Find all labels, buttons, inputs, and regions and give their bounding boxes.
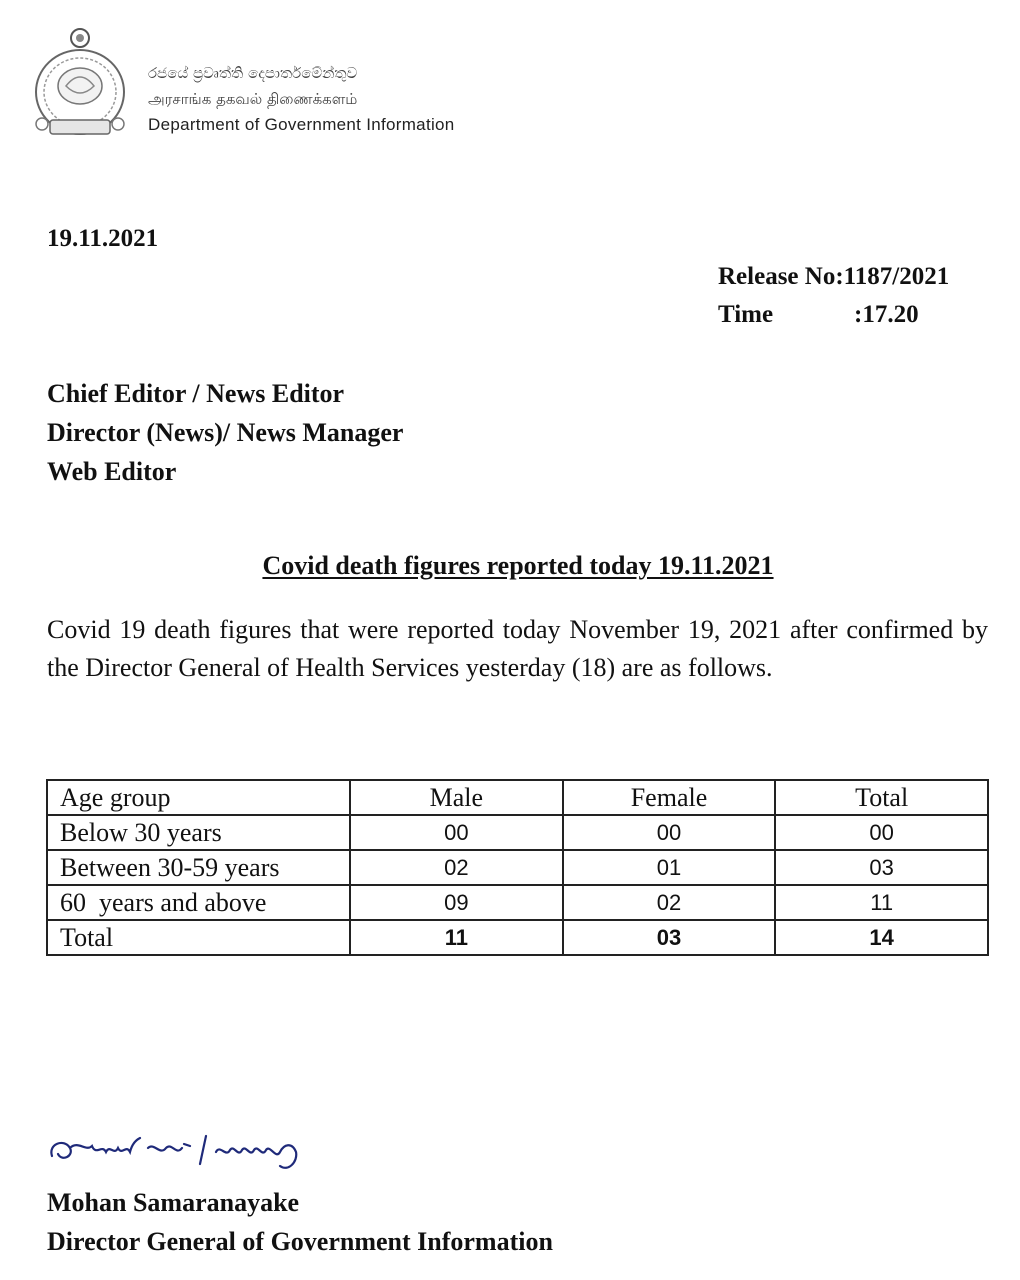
- recipients-list: [47, 377, 403, 494]
- heading-text: Covid death figures reported today 19.11.2021: [262, 551, 774, 580]
- release-info: [718, 262, 949, 338]
- table-cell: 03: [775, 850, 988, 885]
- government-emblem-icon: [30, 24, 130, 146]
- time-label: Time: [718, 301, 774, 328]
- signatory-name: Mohan Samaranayake: [47, 1188, 300, 1217]
- table-cell: 00: [775, 815, 988, 850]
- handwritten-signature: [44, 1122, 334, 1178]
- table-cell: 01: [563, 850, 776, 885]
- header-cell: Male: [350, 780, 563, 815]
- table-cell: 00: [563, 815, 776, 850]
- department-name-english: Department of Government Information: [148, 115, 455, 134]
- recipient-line: Director (News)/ News Manager: [47, 418, 404, 447]
- table-cell: 14: [775, 920, 988, 955]
- signatory-block: [47, 1186, 553, 1264]
- table-cell: 60 years and above: [47, 885, 350, 920]
- department-name-sinhala: රජයේ ප්‍රවෘත්ති දෙපාර්තමේන්තුව: [148, 64, 358, 82]
- table-cell: Total: [47, 920, 350, 955]
- header-cell: Total: [775, 780, 988, 815]
- table-cell: 11: [775, 885, 988, 920]
- table-row: [47, 850, 988, 885]
- table-row: [47, 815, 988, 850]
- table-cell: 02: [350, 850, 563, 885]
- release-time: [718, 300, 949, 338]
- table-header-row: [47, 780, 988, 815]
- signatory-title: Director General of Government Information: [47, 1227, 553, 1256]
- death-figures-table: [46, 779, 989, 956]
- table-cell: 09: [350, 885, 563, 920]
- header-cell: Female: [563, 780, 776, 815]
- recipient-line: Web Editor: [47, 457, 177, 486]
- table-cell: Below 30 years: [47, 815, 350, 850]
- letterhead: [30, 24, 550, 148]
- table-cell: 02: [563, 885, 776, 920]
- table-cell: 11: [350, 920, 563, 955]
- table-row: [47, 885, 988, 920]
- body-paragraph: Covid 19 death figures that were reported today November 19, 2021 after confirmed by the Director General of Health Services yesterday (18) are as follows.: [47, 615, 988, 682]
- table-total-row: [47, 920, 988, 955]
- document-heading: [0, 551, 1020, 581]
- table-cell: 00: [350, 815, 563, 850]
- table-cell: Between 30-59 years: [47, 850, 350, 885]
- release-number: Release No:1187/2021: [718, 263, 950, 290]
- header-cell: Age group: [47, 780, 350, 815]
- time-value: :17.20: [854, 301, 919, 328]
- document-date: 19.11.2021: [47, 225, 159, 252]
- recipient-line: Chief Editor / News Editor: [47, 379, 345, 408]
- table-cell: 03: [563, 920, 776, 955]
- department-name-tamil: அரசாங்க தகவல் திணைக்களம்: [148, 90, 358, 108]
